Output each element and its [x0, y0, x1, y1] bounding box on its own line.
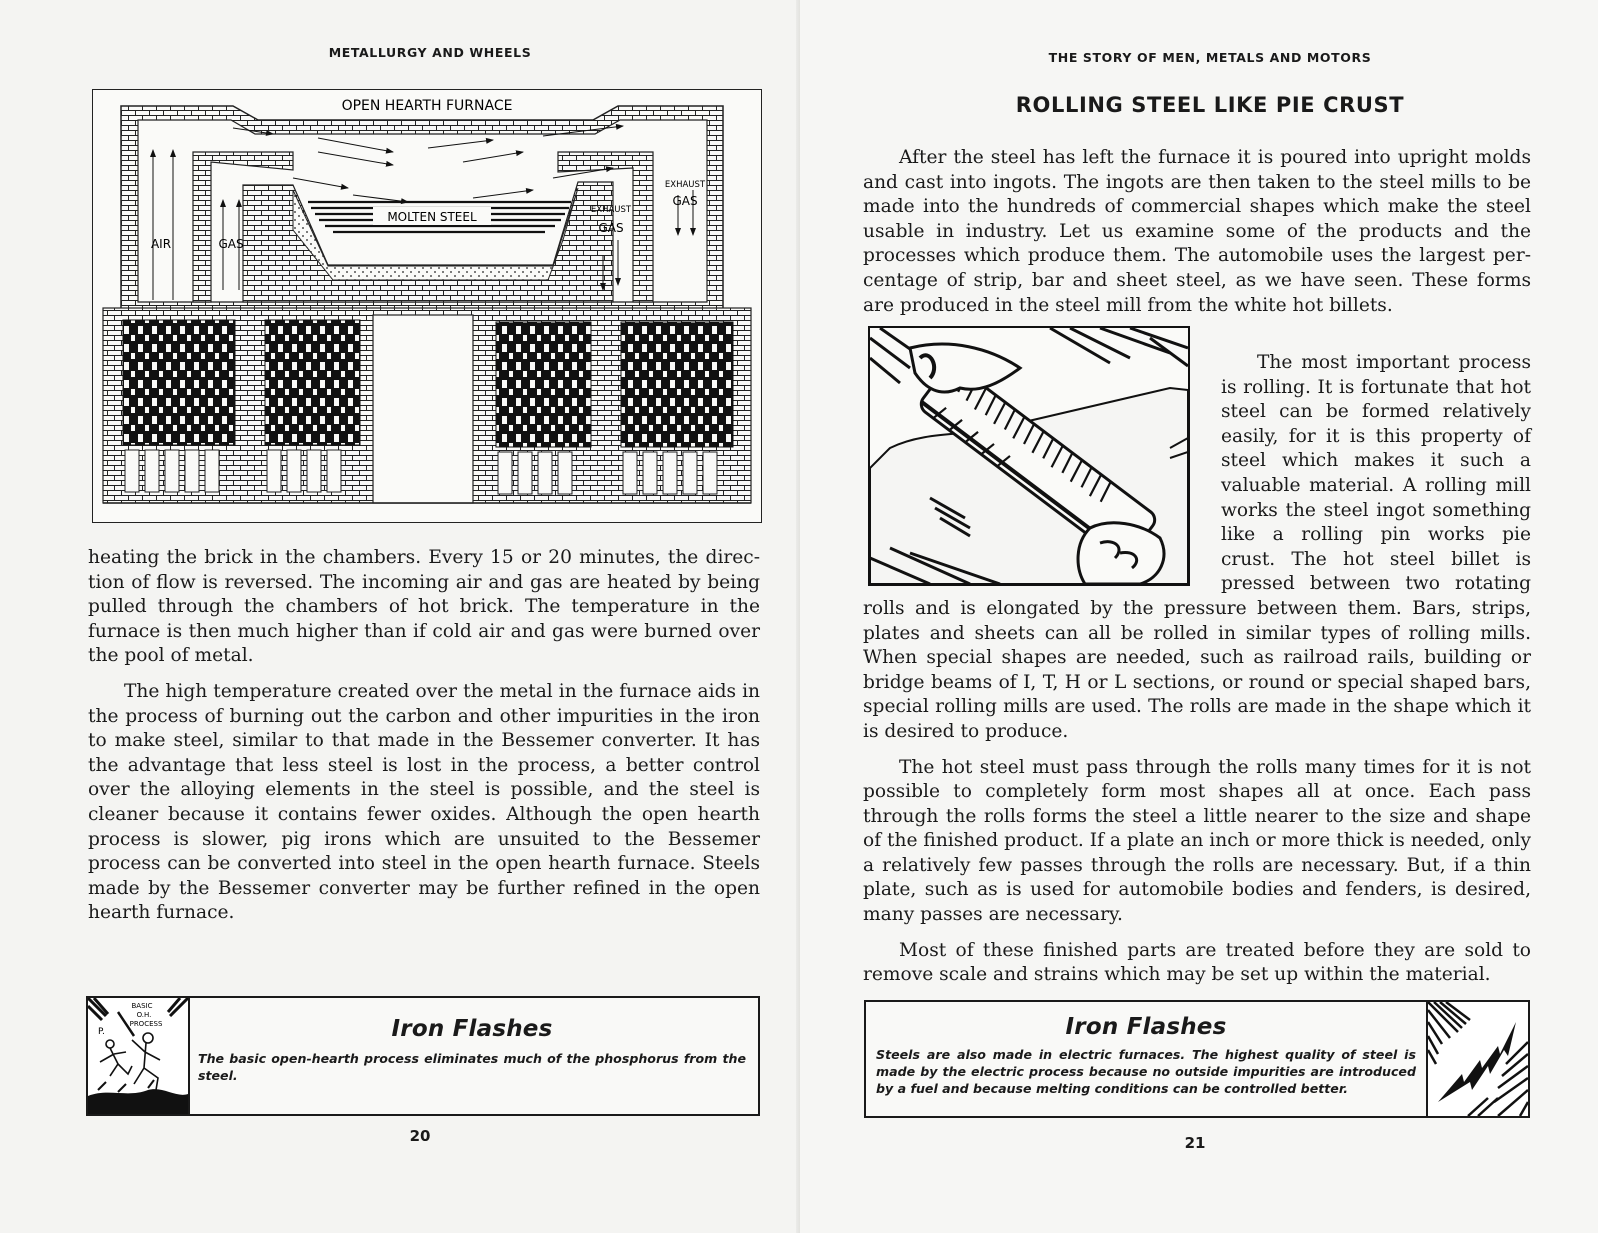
right-page — [800, 0, 1598, 1233]
iron-flashes-title: Iron Flashes — [391, 1016, 553, 1042]
svg-text:P.: P. — [98, 1027, 105, 1037]
furnace-illustration — [93, 90, 761, 522]
cartoon-panel — [88, 998, 190, 1114]
lightning-bolt-icon — [1428, 1002, 1528, 1116]
paragraph: After the steel has left the furnace it is poured into upright molds and cast into ingots. The ingots are then taken to the steel mills to be made into the hundreds of commercial shapes which make the steel usable in industry. Let us examine some of the products and the processes which produce them. The automobile uses the largest percentage of strip, bar and sheet steel, as we have seen. These forms are produced in the steel mill from the white hot billets. — [863, 147, 1531, 316]
exhaust-outer-label: EXHAUST — [664, 180, 706, 190]
iron-flashes-box-left — [86, 996, 760, 1116]
page-number-left: 20 — [409, 1127, 431, 1145]
left-body-text — [88, 546, 760, 926]
svg-text:BASIC: BASIC — [131, 1002, 153, 1010]
exhaust-inner-label: EXHAUST — [590, 205, 632, 215]
svg-text:O.H.: O.H. — [136, 1011, 152, 1019]
paragraph: Most of these finished parts are treated before they are sold to remove scale and strains which may be set up within the material. — [863, 939, 1531, 986]
gas-label: GAS — [218, 237, 244, 251]
page-number-right: 21 — [1184, 1134, 1206, 1152]
svg-text:PROCESS: PROCESS — [129, 1020, 163, 1028]
open-hearth-furnace-diagram — [92, 89, 762, 523]
lightning-panel — [1426, 1002, 1528, 1116]
running-figures-cartoon-icon — [88, 998, 188, 1114]
iron-flashes-text: Steels are also made in electric furnaces. The highest quality of steel is made by the electric process because no outside impurities are introduced by a fuel and because melting conditions can be controlled better. — [876, 1047, 1416, 1096]
iron-flashes-title: Iron Flashes — [1065, 1014, 1227, 1040]
exhaust-inner-gas-label: GAS — [598, 221, 624, 235]
exhaust-outer-gas-label: GAS — [672, 194, 698, 208]
iron-flashes-text: The basic open-hearth process eliminates much of the phosphorus from the steel. — [198, 1051, 746, 1083]
figure-title: OPEN HEARTH FURNACE — [341, 98, 513, 114]
paragraph: The hot steel must pass through the rolls many times for it is not possible to completely form most shapes all at once. Each pass through the rolls forms the steel a little nearer to the size and shape of the finished product. If a plate an inch or more thick is needed, only a relatively few passes through the rolls are necessary. But, if a thin plate, such as is used for automobile bodies and fenders, is desired, many passes are necessary. — [863, 756, 1531, 926]
iron-flashes-box-right — [864, 1000, 1530, 1118]
molten-steel-label: MOLTEN STEEL — [387, 210, 477, 224]
running-head-left: METALLURGY AND WHEELS — [328, 45, 532, 60]
air-label: AIR — [150, 237, 172, 251]
paragraph: heating the brick in the chambers. Every 15 or 20 minutes, the direction of flow is reversed. The incoming air and gas are heated by being pulled through the chambers of hot brick. The temperature in the furnace is then much higher than if cold air and gas were burned over the pool of metal. — [88, 547, 760, 667]
right-body-text-wrapped — [863, 291, 1531, 988]
running-head-right: THE STORY OF MEN, METALS AND MOTORS — [1048, 50, 1372, 65]
section-title: ROLLING STEEL LIKE PIE CRUST — [1015, 93, 1405, 117]
paragraph: The high temperature created over the metal in the furnace aids in the process of burning out the carbon and other impurities in the iron to make steel, similar to that made in the Bessemer converter. It has the advantage that less steel is lost in the process, a better control over the alloying elements in the steel is possible, and the steel is cleaner because it contains fewer oxides. Although the open hearth process is slower, pig irons which are unsuited to the Bessemer process can be converted into steel in the open hearth furnace. Steels made by the Bessemer converter may be further refined in the open hearth furnace. — [88, 680, 760, 924]
paragraph: The most important process is rolling. It is fortunate that hot steel can be formed relatively easily, for it is this property of steel which makes it such a valuable material. A rolling mill works the steel ingot something like a rolling pin works pie crust. The hot steel billet is pressed between two rotating rolls and is elongated by the pressure between them. Bars, strips, plates and sheets can all be rolled in similar types of rolling mills. When special shapes are needed, such as railroad rails, building or bridge beams of I, T, H or L sections, or round or special shaped bars, special rolling mills are used. The rolls are made in the shape which it is desired to produce. — [863, 352, 1531, 742]
